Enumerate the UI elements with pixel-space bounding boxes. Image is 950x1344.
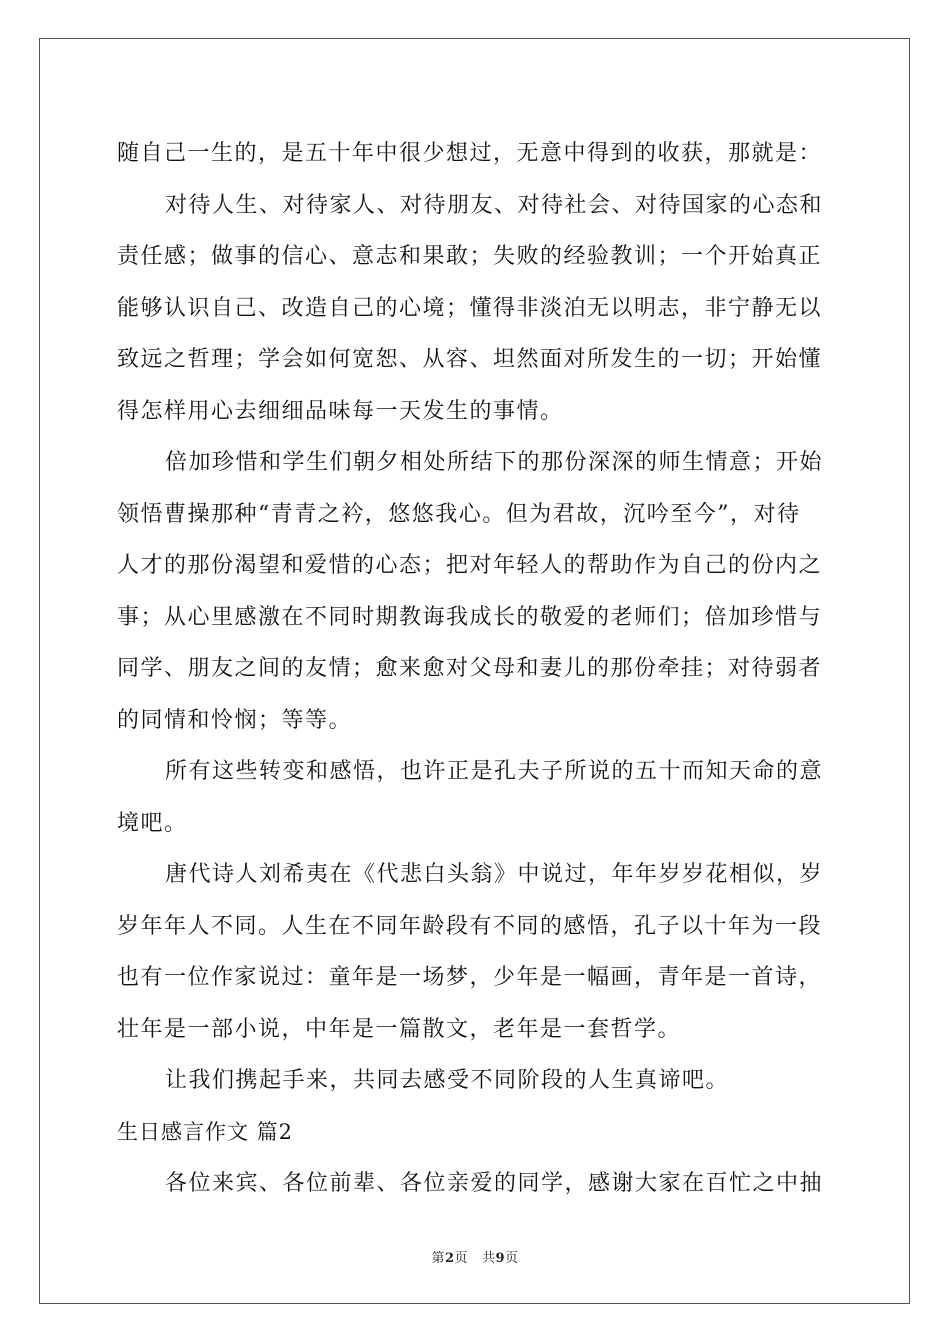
text-line: 壮年是一部小说，中年是一篇散文，老年是一套哲学。 bbox=[117, 1016, 682, 1042]
page-footer bbox=[0, 1247, 950, 1266]
document-body bbox=[117, 128, 833, 1210]
text-line: 致远之哲理；学会如何宽恕、从容、坦然面对所发生的一切；开始懂 bbox=[117, 347, 823, 372]
paragraph-first-line: 所有这些转变和感悟，也许正是孔夫子所说的五十而知天命的意 bbox=[165, 759, 824, 784]
text-line: 责任感；做事的信心、意志和果敢；失败的经验教训；一个开始真正 bbox=[117, 244, 823, 269]
paragraph-first-line: 让我们携起手来，共同去感受不同阶段的人生真谛吧。 bbox=[165, 1068, 730, 1093]
page-current-number: 2 bbox=[444, 1251, 455, 1266]
paragraph-first-line: 倍加珍惜和学生们朝夕相处所结下的那份深深的师生情意；开始 bbox=[165, 450, 824, 475]
text-line: 得怎样用心去细细品味每一天发生的事情。 bbox=[117, 398, 564, 424]
paragraph-first-line: 对待人生、对待家人、对待朋友、对待社会、对待国家的心态和 bbox=[165, 192, 824, 218]
section-heading: 生日感言作文 篇2 bbox=[117, 1119, 294, 1144]
text-line: 随自己一生的，是五十年中很少想过，无意中得到的收获，那就是： bbox=[117, 141, 823, 166]
paragraph-first-line: 各位来宾、各位前辈、各位亲爱的同学，感谢大家在百忙之中抽 bbox=[165, 1171, 824, 1196]
total-suffix: 页 bbox=[505, 1251, 519, 1266]
text-line: 岁年年人不同。人生在不同年龄段有不同的感悟，孔子以十年为一段 bbox=[117, 913, 823, 939]
text-line: 也有一位作家说过：童年是一场梦，少年是一幅画，青年是一首诗， bbox=[117, 965, 823, 990]
page-total-number: 9 bbox=[495, 1251, 506, 1266]
text-line: 领悟曹操那种“青青之衿，悠悠我心。但为君故，沉吟至今”，对待 bbox=[117, 501, 801, 527]
total-prefix: 共 bbox=[481, 1251, 496, 1266]
text-line: 同学、朋友之间的友情；愈来愈对父母和妻儿的那份牵挂；对待弱者 bbox=[117, 656, 823, 681]
page-suffix: 页 bbox=[454, 1251, 469, 1266]
text-line: 的同情和怜悯；等等。 bbox=[117, 707, 353, 733]
text-line: 境吧。 bbox=[117, 810, 188, 836]
text-line: 能够认识自己、改造自己的心境；懂得非淡泊无以明志，非宁静无以 bbox=[117, 295, 823, 321]
text-line: 事；从心里感激在不同时期教诲我成长的敬爱的老师们；倍加珍惜与 bbox=[117, 604, 823, 630]
page-prefix: 第 bbox=[431, 1251, 445, 1266]
text-line: 人才的那份渴望和爱惜的心态；把对年轻人的帮助作为自己的份内之 bbox=[117, 553, 823, 578]
paragraph-first-line: 唐代诗人刘希夷在《代悲白头翁》中说过，年年岁岁花相似，岁 bbox=[165, 862, 824, 887]
